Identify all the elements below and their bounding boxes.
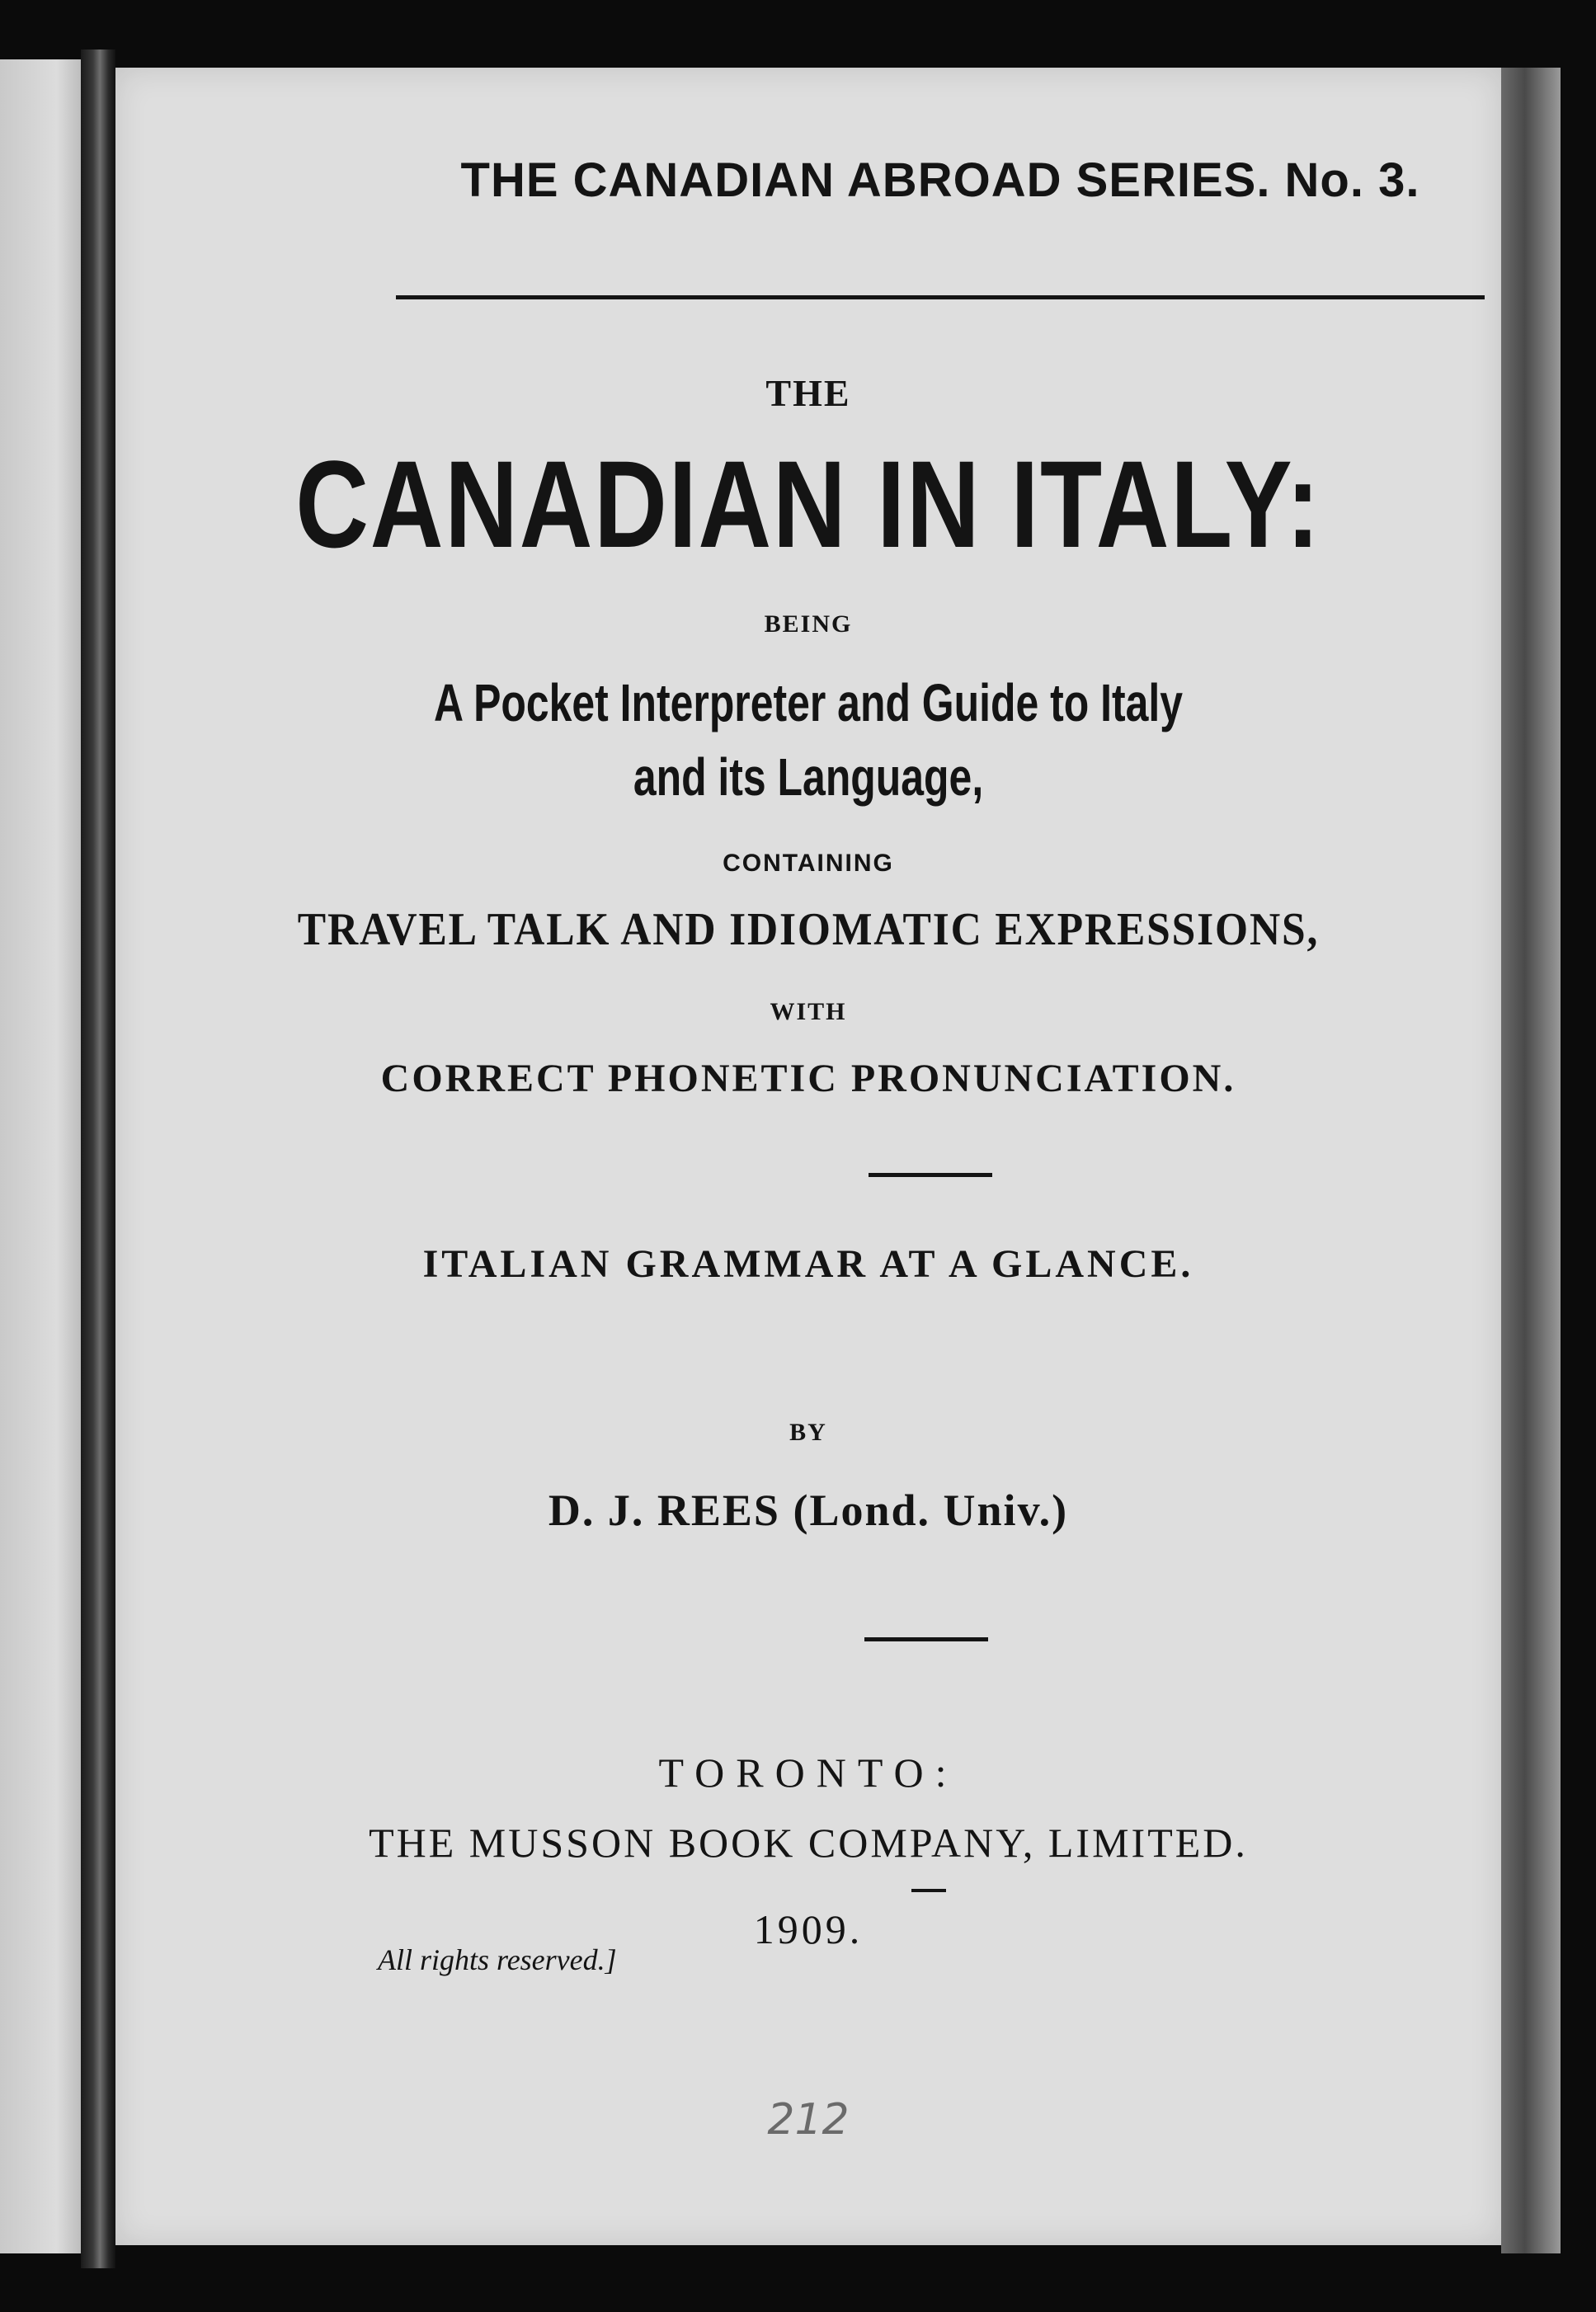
- travel-talk-line: TRAVEL TALK AND IDIOMATIC EXPRESSIONS,: [297, 904, 1320, 955]
- being-label: BEING: [764, 610, 853, 638]
- title-article: THE: [765, 372, 851, 414]
- with-label: WITH: [770, 998, 847, 1025]
- divider-rule-2: [864, 1637, 988, 1641]
- imprint-publisher: THE MUSSON BOOK COMPANY, LIMITED.: [369, 1820, 1248, 1866]
- pencil-annotation: 212: [767, 2095, 850, 2145]
- rights-notice: All rights reserved.]: [378, 1943, 617, 1976]
- imprint-year: 1909.: [753, 1906, 864, 1952]
- divider-rule-1: [869, 1173, 992, 1177]
- author-name: D. J. REES (Lond. Univ.): [548, 1486, 1069, 1535]
- containing-label: CONTAINING: [723, 850, 894, 877]
- imprint-dash: [911, 1889, 946, 1892]
- book-gutter: [81, 49, 115, 2268]
- phonetic-line: CORRECT PHONETIC PRONUNCIATION.: [380, 1057, 1236, 1100]
- imprint-city: TORONTO:: [658, 1749, 958, 1796]
- page-right-edge: [1501, 68, 1561, 2253]
- subtitle-line-2: and its Language,: [633, 747, 984, 807]
- series-underline: [396, 295, 1485, 299]
- grammar-line: ITALIAN GRAMMAR AT A GLANCE.: [422, 1242, 1194, 1286]
- by-label: BY: [789, 1419, 827, 1446]
- main-title: CANADIAN IN ITALY:: [295, 435, 1321, 573]
- title-page-content: [115, 0, 1501, 2312]
- series-heading: THE CANADIAN ABROAD SERIES. No. 3.: [460, 153, 1420, 207]
- subtitle-line-1: A Pocket Interpreter and Guide to Italy: [434, 673, 1183, 732]
- adjacent-page-edge: [0, 59, 81, 2253]
